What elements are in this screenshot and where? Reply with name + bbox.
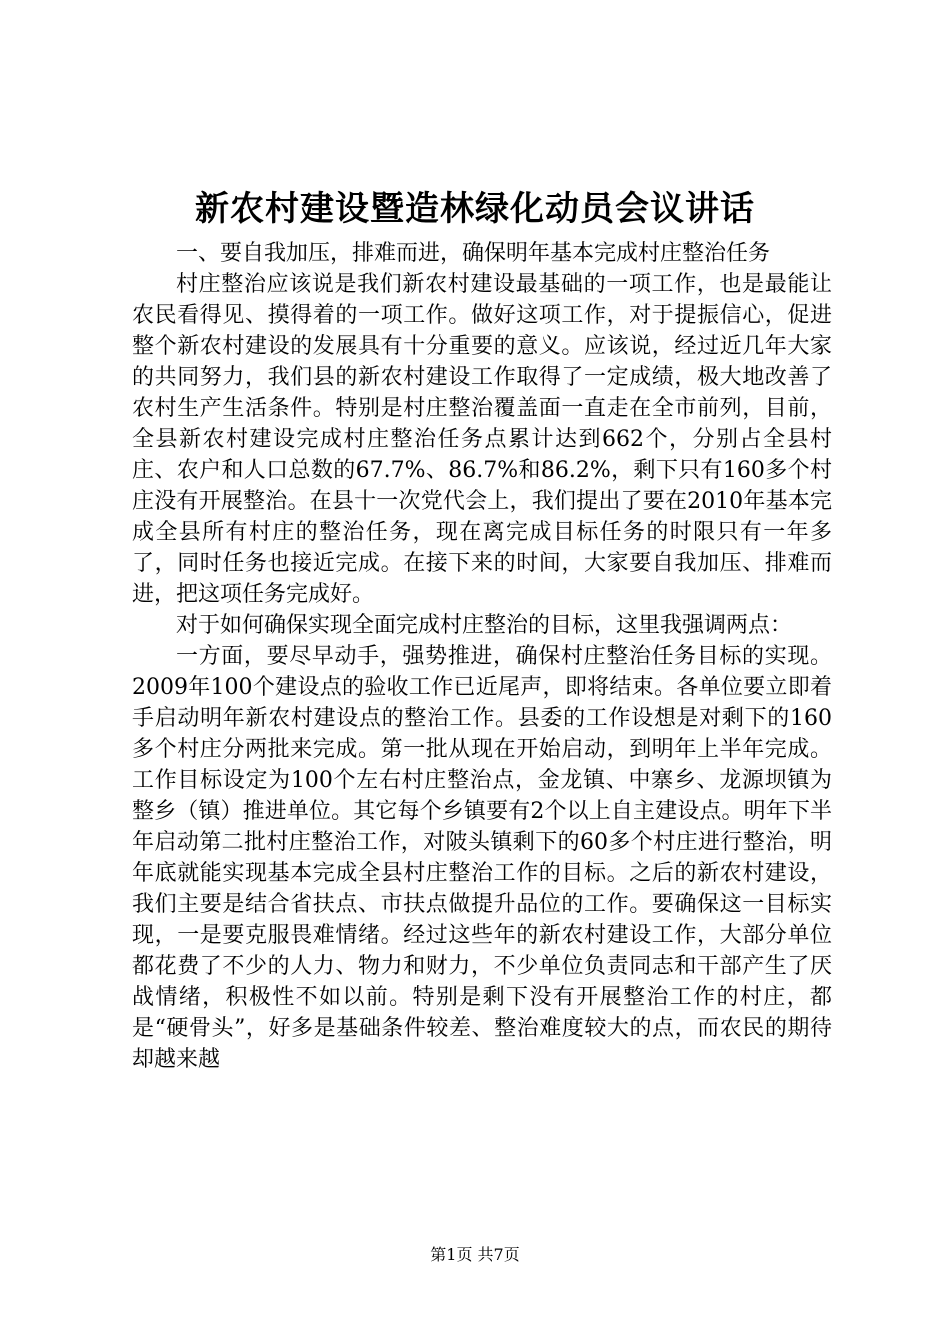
body-paragraph: 一方面，要尽早动手，强势推进，确保村庄整治任务目标的实现。2009年100个建设点的验收工作已近尾声，即将结束。各单位要立即着手启动明年新农村建设点的整治工作。县委的工作设想是对剩下的160多个村庄分两批来完成。第一批从现在开始启动，到明年上半年完成。工作目标设定为100个左右村庄整治点，金龙镇、中寨乡、龙源坝镇为整乡（镇）推进单位。其它每个乡镇要有2个以上自主建设点。明年下半年启动第二批村庄整治工作，对陂头镇剩下的60多个村庄进行整治，明年底就能实现基本完成全县村庄整治工作的目标。之后的新农村建设，我们主要是结合省扶点、市扶点做提升品位的工作。要确保这一目标实现，一是要克服畏难情绪。经过这些年的新农村建设工作，大部分单位都花费了不少的人力、物力和财力，不少单位负责同志和干部产生了厌战情绪，积极性不如以前。特别是剩下没有开展整治工作的村庄，都是“硬骨头”，好多是基础条件较差、整治难度较大的点，而农民的期待却越来越 (132, 644, 832, 1072)
body-paragraph: 对于如何确保实现全面完成村庄整治的目标，这里我强调两点： (176, 613, 793, 638)
document-body (132, 238, 832, 1075)
body-paragraph: 村庄整治应该说是我们新农村建设最基础的一项工作，也是最能让农民看得见、摸得着的一项工作。做好这项工作，对于提振信心，促进整个新农村建设的发展具有十分重要的意义。应该说，经过近几年大家的共同努力，我们县的新农村建设工作取得了一定成绩，极大地改善了农村生产生活条件。特别是村庄整治覆盖面一直走在全市前列，目前，全县新农村建设完成村庄整治任务点累计达到662个，分别占全县村庄、农户和人口总数的67.7%、86.7%和86.2%，剩下只有160多个村庄没有开展整治。在县十一次党代会上，我们提出了要在2010年基本完成全县所有村庄的整治任务，现在离完成目标任务的时限只有一年多了，同时任务也接近完成。在接下来的时间，大家要自我加压、排难而进，把这项任务完成好。 (132, 272, 832, 607)
section-heading: 一、要自我加压，排难而进，确保明年基本完成村庄整治任务 (176, 241, 771, 266)
document-title: 新农村建设暨造林绿化动员会议讲话 (195, 189, 755, 229)
page-footer: 第1页 共7页 (430, 1245, 520, 1264)
